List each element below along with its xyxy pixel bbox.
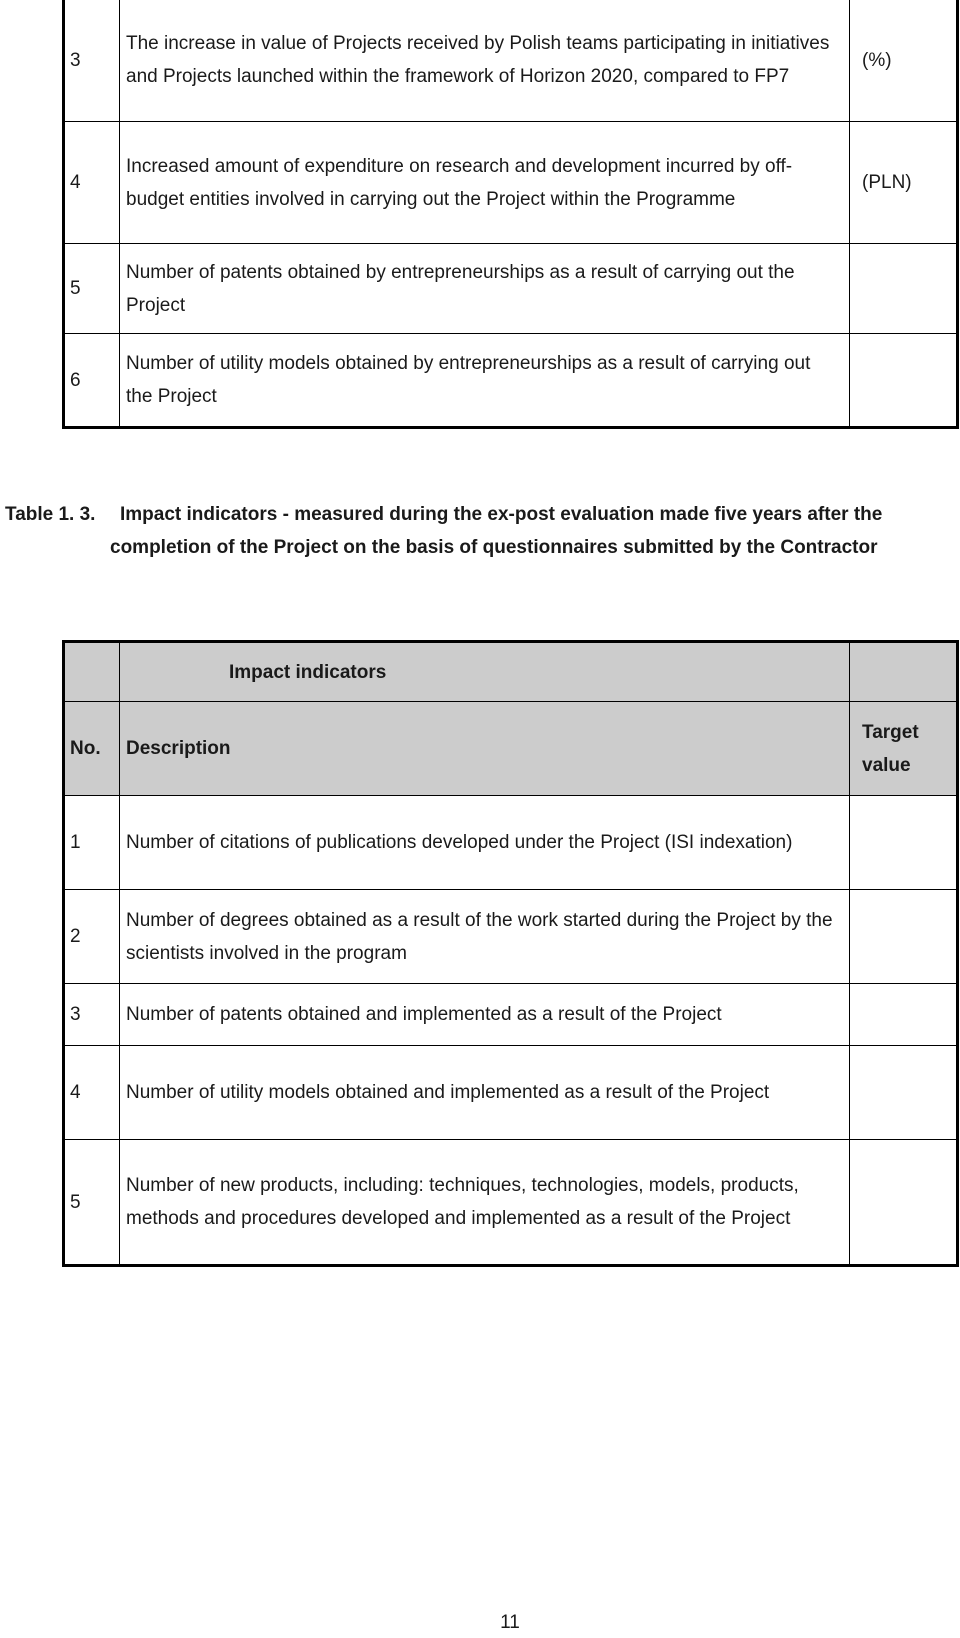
row-description: Number of degrees obtained as a result of the work started during the Project by the scientists involved in the program (120, 890, 850, 984)
row-unit (850, 334, 958, 428)
row-description: Number of patents obtained and implemented as a result of the Project (120, 984, 850, 1046)
column-header-target: Target value (850, 702, 958, 796)
row-number: 5 (64, 244, 120, 334)
row-unit (850, 244, 958, 334)
table-row (64, 1140, 958, 1266)
table-row (64, 890, 958, 984)
row-description: Number of utility models obtained and implemented as a result of the Project (120, 1046, 850, 1140)
impact-indicators-table (62, 640, 959, 1267)
row-number: 4 (64, 1046, 120, 1140)
row-number: 3 (64, 0, 120, 122)
caption-line-1: Impact indicators - measured during the ex-post evaluation made five years after the (120, 504, 883, 525)
row-number: 1 (64, 796, 120, 890)
table-row (64, 984, 958, 1046)
row-number: 5 (64, 1140, 120, 1266)
table-row (64, 122, 958, 244)
header-empty-cell (64, 642, 120, 702)
row-number: 6 (64, 334, 120, 428)
table-row (64, 0, 958, 122)
header-empty-cell (850, 642, 958, 702)
row-number: 4 (64, 122, 120, 244)
row-number: 2 (64, 890, 120, 984)
column-header-description: Description (120, 702, 850, 796)
row-target-value (850, 890, 958, 984)
row-number: 3 (64, 984, 120, 1046)
table-group-header (64, 642, 958, 702)
table-caption (5, 498, 955, 564)
row-target-value (850, 984, 958, 1046)
table-column-header (64, 702, 958, 796)
row-unit: (%) (850, 0, 958, 122)
indicators-table-continued (62, 0, 959, 429)
row-description: Number of new products, including: techniques, technologies, models, products, methods and procedures developed and implemented as a result of the Project (120, 1140, 850, 1266)
row-unit: (PLN) (850, 122, 958, 244)
row-description: Number of utility models obtained by entrepreneurships as a result of carrying out the Project (120, 334, 850, 428)
row-description: Number of patents obtained by entrepreneurships as a result of carrying out the Project (120, 244, 850, 334)
row-description: Number of citations of publications developed under the Project (ISI indexation) (120, 796, 850, 890)
column-header-no: No. (64, 702, 120, 796)
table-row (64, 334, 958, 428)
table-row (64, 796, 958, 890)
row-description: Increased amount of expenditure on research and development incurred by off-budget entities involved in carrying out the Project within the Programme (120, 122, 850, 244)
table-row (64, 244, 958, 334)
row-description: The increase in value of Projects received by Polish teams participating in initiatives and Projects launched within the framework of Horizon 2020, compared to FP7 (120, 0, 850, 122)
table-row (64, 1046, 958, 1140)
row-target-value (850, 1140, 958, 1266)
group-header: Impact indicators (120, 642, 850, 702)
row-target-value (850, 1046, 958, 1140)
row-target-value (850, 796, 958, 890)
caption-line-2: completion of the Project on the basis of questionnaires submitted by the Contractor (110, 537, 878, 558)
page-number: 11 (500, 1612, 520, 1633)
caption-label: Table 1. 3. (5, 504, 96, 525)
